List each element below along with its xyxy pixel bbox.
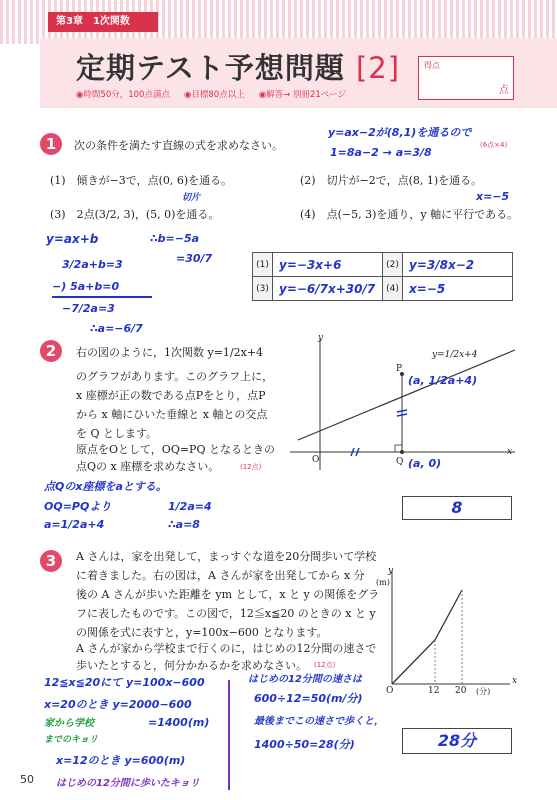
q3-line-2: に着きました。右の図は，A さんが家を出発してから x 分 [76, 569, 365, 582]
q2-line-3: x 座標が正の数である点Pをとり，点P [76, 389, 266, 402]
hw-q1-subtract-line [52, 296, 152, 298]
chapter-label: 第3章 1次関数 [48, 12, 158, 32]
test-meta: ◉時間50分，100点満点 ◉目標80点以上 ◉解答→ 別冊21ページ [76, 90, 347, 100]
hw-q2-line-2: OQ=PQより [44, 500, 112, 513]
q3-tick-20: 20 [455, 686, 467, 696]
q1-item-2: (2) 切片が−2で，点(8, 1)を通る。 [300, 174, 483, 187]
hw-q2-p-coord: (a, 1/2a+4) [408, 374, 478, 387]
hw-q1-top-2: 1=8a−2 → a=3/8 [330, 146, 432, 159]
hw-q3-l6: x=12のとき y=600(m) [56, 754, 186, 767]
q3-line-5: の関係を式に表すと，y=100x−600 となります。 [76, 626, 328, 639]
page-title: 定期テスト予想問題 [2] [76, 51, 401, 85]
q1-points: (6点×4) [480, 141, 508, 149]
q2-line-1: 右の図のように，1次関数 y=1/2x+4 [76, 346, 264, 359]
hw-q2-q-coord: (a, 0) [408, 457, 442, 470]
answer-key-4: (4) [383, 277, 403, 301]
answer-cell-2[interactable]: y=3/8x−2 [403, 253, 513, 277]
answer-key-2: (2) [383, 253, 403, 277]
answer-key-3: (3) [253, 277, 273, 301]
q1-text: 次の条件を満たす直線の式を求めなさい。 [74, 139, 283, 152]
question-2-badge: 2 [40, 340, 62, 362]
answer-cell-1[interactable]: y=−3x+6 [273, 253, 383, 277]
q3-graph [380, 560, 520, 700]
q2-line-6: 原点をOとして，OQ=PQ となるときの [76, 443, 275, 456]
q2-y-label: y [318, 333, 324, 343]
hw-q1-x5: x=−5 [476, 190, 510, 203]
q3-line-3: 後の A さんが歩いた距離を ym として，x と y の関係をグラ [76, 588, 380, 601]
q3-unit-m: (m) [376, 578, 390, 587]
q3-unit-min: (分) [476, 687, 491, 696]
hw-q3-l4: 家から学校 [44, 718, 94, 729]
q2-line-7: 点Qの x 座標を求めなさい。 [76, 460, 220, 473]
hw-q3-l7: はじめの12分間に歩いたキョリ [56, 778, 200, 789]
hw-q3-l1: 12≦x≦20にて y=100x−600 [44, 676, 205, 689]
q3-line-7: 歩いたとすると，何分かかるかを求めなさい。 [76, 659, 307, 672]
hw-q3-r4: 1400÷50=28(分) [254, 738, 355, 751]
hw-q3-l5: までのキョリ [44, 735, 99, 745]
hw-q3-r3: 最後までこの速さで歩くと， [254, 716, 384, 727]
q3-distance-line [392, 590, 462, 684]
hw-q1-w3: =30/7 [176, 252, 213, 265]
q2-q-label: Q [396, 457, 404, 467]
score-box: 得点 点 [418, 56, 514, 100]
hw-q2-line-4: 1/2a=4 [168, 500, 212, 513]
q2-origin-label: O [312, 455, 320, 465]
q3-line-4: フに表したものです。この図で，12≦x≦20 のときの x と y [76, 607, 376, 620]
hw-q3-l3: =1400(m) [148, 716, 210, 729]
q2-line-5: を Q とします。 [76, 427, 158, 440]
q1-item-3: (3) 2点(3/2, 3)，(5, 0)を通る。 [50, 208, 220, 221]
q2-function-label: y=1/2x+4 [432, 350, 478, 360]
q2-point-q [400, 450, 404, 454]
hw-q2-line-1: 点Qのx座標をaとする。 [44, 480, 167, 493]
q2-x-label: x [507, 447, 513, 457]
question-1-badge: 1 [40, 133, 62, 155]
hw-q3-divider [228, 680, 230, 790]
hw-q2-line-5: ∴a=8 [168, 518, 200, 531]
hw-q1-w2: ∴b=−5a [150, 232, 200, 245]
q3-line-6: A さんが家から学校まで行くのに，はじめの12分間の速さで [76, 642, 377, 655]
hw-q1-top-1: y=ax−2が(8,1)を通るので [328, 126, 472, 139]
q3-line-1: A さんは，家を出発して，まっすぐな道を20分間歩いて学校 [76, 550, 377, 563]
q3-y-label: y [388, 566, 394, 576]
question-3-badge: 3 [40, 550, 62, 572]
q1-answer-table [252, 252, 513, 301]
hw-q1-w4: 3/2a+b=3 [62, 258, 123, 271]
hw-q1-w6: −7/2a=3 [62, 302, 115, 315]
answer-cell-3[interactable]: y=−6/7x+30/7 [273, 277, 383, 301]
q3-answer-box[interactable]: 28分 [402, 728, 512, 754]
q3-x-label: x [512, 676, 518, 686]
q2-points: (12点) [240, 463, 262, 471]
hw-q1-w5: −) 5a+b=0 [52, 280, 120, 293]
q2-line-2: のグラフがあります。このグラフ上に， [76, 370, 274, 383]
hw-q2-line-3: a=1/2a+4 [44, 518, 105, 531]
q2-line-4: から x 軸にひいた垂線と x 軸との交点 [76, 408, 268, 421]
q1-item-4: (4) 点(−5, 3)を通り，y 軸に平行である。 [300, 208, 519, 221]
answer-cell-4[interactable]: x=−5 [403, 277, 513, 301]
hw-q1-w1: y=ax+b [46, 232, 99, 246]
hw-q3-l2: x=20のとき y=2000−600 [44, 698, 192, 711]
q3-origin-label: O [386, 686, 394, 696]
hw-q1-w7: ∴a=−6/7 [90, 322, 143, 335]
answer-key-1: (1) [253, 253, 273, 277]
q2-p-label: P [396, 364, 403, 374]
page-number: 50 [20, 773, 34, 786]
hw-q1-seppen: 切片 [182, 193, 201, 203]
q2-function-line [298, 350, 515, 440]
hw-tick-pq-2 [397, 414, 407, 416]
q1-item-1: (1) 傾きが−3で，点(0, 6)を通る。 [50, 174, 233, 187]
q2-answer-box[interactable]: 8 [402, 496, 512, 520]
hw-tick-pq-1 [397, 410, 407, 412]
q3-points: (12点) [314, 661, 336, 669]
hw-q3-r2: 600÷12=50(m/分) [254, 692, 363, 705]
hw-q3-r1: はじめの12分間の速さは [248, 674, 362, 685]
q3-tick-12: 12 [428, 686, 440, 696]
